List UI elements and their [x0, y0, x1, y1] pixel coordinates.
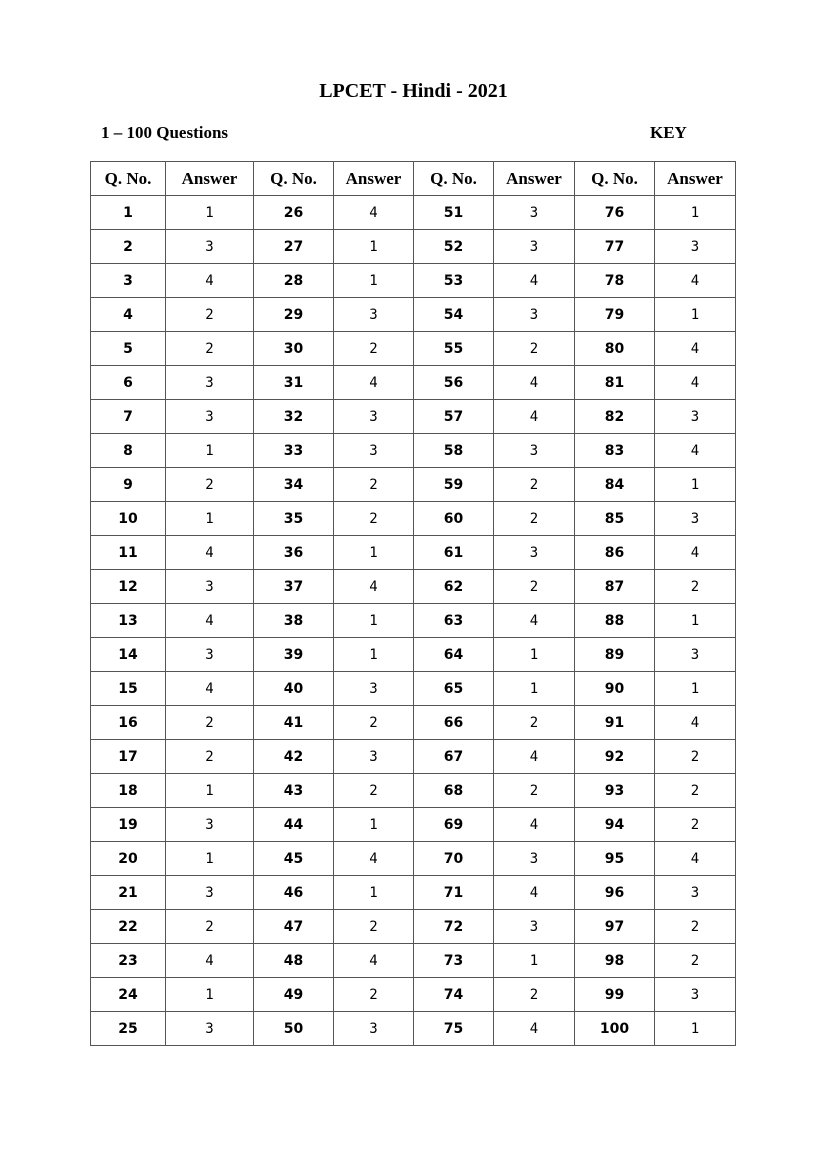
answer-cell: 4 — [494, 400, 575, 434]
answer-cell: 4 — [334, 944, 414, 978]
page-title: LPCET - Hindi - 2021 — [319, 80, 508, 102]
question-number-cell: 27 — [254, 230, 334, 264]
question-number-cell: 41 — [254, 706, 334, 740]
question-number-cell: 61 — [414, 536, 494, 570]
question-number-cell: 81 — [575, 366, 655, 400]
question-number-cell: 46 — [254, 876, 334, 910]
answer-cell: 2 — [494, 774, 575, 808]
question-number-cell: 57 — [414, 400, 494, 434]
question-number-cell: 28 — [254, 264, 334, 298]
answer-cell: 4 — [655, 536, 736, 570]
answer-cell: 1 — [334, 536, 414, 570]
question-number-cell: 67 — [414, 740, 494, 774]
answer-cell: 4 — [166, 672, 254, 706]
answer-cell: 3 — [166, 638, 254, 672]
question-number-cell: 44 — [254, 808, 334, 842]
answer-cell: 3 — [655, 978, 736, 1012]
question-number-cell: 15 — [91, 672, 166, 706]
question-number-cell: 58 — [414, 434, 494, 468]
answer-cell: 3 — [166, 400, 254, 434]
table-row — [91, 400, 736, 434]
answer-cell: 1 — [166, 978, 254, 1012]
answer-cell: 1 — [166, 196, 254, 230]
answer-cell: 3 — [334, 298, 414, 332]
question-number-cell: 82 — [575, 400, 655, 434]
answer-cell: 4 — [166, 944, 254, 978]
header-answer: Answer — [334, 162, 414, 196]
answer-cell: 4 — [494, 876, 575, 910]
question-number-cell: 84 — [575, 468, 655, 502]
answer-cell: 3 — [494, 842, 575, 876]
question-number-cell: 2 — [91, 230, 166, 264]
table-row — [91, 264, 736, 298]
header-qno: Q. No. — [91, 162, 166, 196]
table-row — [91, 944, 736, 978]
answer-cell: 3 — [494, 536, 575, 570]
question-number-cell: 60 — [414, 502, 494, 536]
table-row — [91, 706, 736, 740]
answer-cell: 1 — [334, 604, 414, 638]
question-number-cell: 50 — [254, 1012, 334, 1046]
question-number-cell: 53 — [414, 264, 494, 298]
table-row — [91, 468, 736, 502]
question-number-cell: 96 — [575, 876, 655, 910]
answer-cell: 3 — [334, 740, 414, 774]
question-range-label: 1 – 100 Questions — [101, 123, 229, 142]
answer-cell: 4 — [494, 740, 575, 774]
answer-cell: 1 — [166, 434, 254, 468]
question-number-cell: 19 — [91, 808, 166, 842]
answer-cell: 2 — [334, 706, 414, 740]
answer-cell: 4 — [655, 434, 736, 468]
question-number-cell: 21 — [91, 876, 166, 910]
table-row — [91, 774, 736, 808]
question-number-cell: 6 — [91, 366, 166, 400]
question-number-cell: 31 — [254, 366, 334, 400]
table-row — [91, 808, 736, 842]
question-number-cell: 78 — [575, 264, 655, 298]
question-number-cell: 99 — [575, 978, 655, 1012]
answer-cell: 1 — [166, 502, 254, 536]
header-answer: Answer — [494, 162, 575, 196]
question-number-cell: 93 — [575, 774, 655, 808]
question-number-cell: 88 — [575, 604, 655, 638]
question-number-cell: 49 — [254, 978, 334, 1012]
answer-cell: 2 — [655, 774, 736, 808]
question-number-cell: 9 — [91, 468, 166, 502]
answer-cell: 3 — [334, 434, 414, 468]
question-number-cell: 69 — [414, 808, 494, 842]
table-row — [91, 332, 736, 366]
answer-cell: 1 — [334, 638, 414, 672]
answer-cell: 2 — [166, 740, 254, 774]
question-number-cell: 37 — [254, 570, 334, 604]
question-number-cell: 14 — [91, 638, 166, 672]
answer-cell: 1 — [494, 672, 575, 706]
question-number-cell: 63 — [414, 604, 494, 638]
question-number-cell: 75 — [414, 1012, 494, 1046]
header-answer: Answer — [655, 162, 736, 196]
key-label: KEY — [650, 123, 687, 142]
question-number-cell: 54 — [414, 298, 494, 332]
question-number-cell: 62 — [414, 570, 494, 604]
table-row — [91, 978, 736, 1012]
question-number-cell: 11 — [91, 536, 166, 570]
question-number-cell: 77 — [575, 230, 655, 264]
header-qno: Q. No. — [254, 162, 334, 196]
table-row — [91, 366, 736, 400]
question-number-cell: 26 — [254, 196, 334, 230]
header-qno: Q. No. — [575, 162, 655, 196]
answer-cell: 1 — [494, 944, 575, 978]
answer-cell: 3 — [334, 672, 414, 706]
answer-cell: 2 — [334, 332, 414, 366]
question-number-cell: 64 — [414, 638, 494, 672]
table-row — [91, 230, 736, 264]
question-number-cell: 71 — [414, 876, 494, 910]
question-number-cell: 16 — [91, 706, 166, 740]
answer-cell: 1 — [334, 808, 414, 842]
answer-cell: 1 — [166, 842, 254, 876]
question-number-cell: 22 — [91, 910, 166, 944]
table-row — [91, 570, 736, 604]
answer-cell: 4 — [655, 706, 736, 740]
answer-cell: 3 — [494, 230, 575, 264]
question-number-cell: 76 — [575, 196, 655, 230]
question-number-cell: 25 — [91, 1012, 166, 1046]
question-number-cell: 47 — [254, 910, 334, 944]
answer-cell: 3 — [334, 1012, 414, 1046]
question-number-cell: 23 — [91, 944, 166, 978]
answer-cell: 2 — [494, 502, 575, 536]
answer-cell: 4 — [166, 536, 254, 570]
answer-cell: 3 — [655, 502, 736, 536]
answer-cell: 1 — [655, 196, 736, 230]
question-number-cell: 91 — [575, 706, 655, 740]
answer-key-table — [90, 161, 736, 1046]
table-row — [91, 434, 736, 468]
answer-cell: 1 — [334, 264, 414, 298]
answer-cell: 1 — [494, 638, 575, 672]
answer-cell: 4 — [494, 1012, 575, 1046]
answer-cell: 3 — [166, 876, 254, 910]
answer-cell: 4 — [494, 808, 575, 842]
answer-cell: 2 — [494, 570, 575, 604]
question-number-cell: 83 — [575, 434, 655, 468]
answer-cell: 4 — [166, 604, 254, 638]
question-number-cell: 72 — [414, 910, 494, 944]
question-number-cell: 70 — [414, 842, 494, 876]
answer-cell: 1 — [655, 468, 736, 502]
question-number-cell: 68 — [414, 774, 494, 808]
answer-cell: 4 — [334, 842, 414, 876]
question-number-cell: 32 — [254, 400, 334, 434]
answer-cell: 3 — [334, 400, 414, 434]
question-number-cell: 95 — [575, 842, 655, 876]
question-number-cell: 48 — [254, 944, 334, 978]
question-number-cell: 59 — [414, 468, 494, 502]
table-header-row — [91, 162, 736, 196]
answer-cell: 2 — [334, 774, 414, 808]
question-number-cell: 73 — [414, 944, 494, 978]
table-row — [91, 298, 736, 332]
answer-cell: 3 — [166, 366, 254, 400]
question-number-cell: 1 — [91, 196, 166, 230]
question-number-cell: 17 — [91, 740, 166, 774]
question-number-cell: 30 — [254, 332, 334, 366]
question-number-cell: 45 — [254, 842, 334, 876]
answer-cell: 2 — [494, 332, 575, 366]
answer-cell: 1 — [655, 604, 736, 638]
answer-cell: 3 — [494, 910, 575, 944]
answer-cell: 3 — [655, 638, 736, 672]
answer-cell: 2 — [166, 468, 254, 502]
table-row — [91, 196, 736, 230]
question-number-cell: 39 — [254, 638, 334, 672]
question-number-cell: 79 — [575, 298, 655, 332]
answer-cell: 4 — [334, 196, 414, 230]
answer-cell: 2 — [655, 944, 736, 978]
table-row — [91, 876, 736, 910]
answer-cell: 1 — [655, 298, 736, 332]
answer-cell: 3 — [166, 570, 254, 604]
question-number-cell: 92 — [575, 740, 655, 774]
question-number-cell: 55 — [414, 332, 494, 366]
question-number-cell: 80 — [575, 332, 655, 366]
answer-cell: 4 — [655, 332, 736, 366]
answer-cell: 3 — [166, 1012, 254, 1046]
header-qno: Q. No. — [414, 162, 494, 196]
question-number-cell: 98 — [575, 944, 655, 978]
question-number-cell: 40 — [254, 672, 334, 706]
answer-cell: 4 — [334, 366, 414, 400]
answer-cell: 1 — [334, 230, 414, 264]
answer-cell: 2 — [655, 910, 736, 944]
answer-cell: 3 — [494, 298, 575, 332]
answer-cell: 4 — [494, 264, 575, 298]
question-number-cell: 18 — [91, 774, 166, 808]
answer-cell: 2 — [655, 570, 736, 604]
answer-cell: 1 — [166, 774, 254, 808]
answer-cell: 2 — [166, 706, 254, 740]
header-answer: Answer — [166, 162, 254, 196]
answer-cell: 3 — [655, 876, 736, 910]
question-number-cell: 38 — [254, 604, 334, 638]
answer-cell: 3 — [166, 230, 254, 264]
table-row — [91, 604, 736, 638]
question-number-cell: 34 — [254, 468, 334, 502]
question-number-cell: 8 — [91, 434, 166, 468]
answer-cell: 2 — [655, 740, 736, 774]
answer-cell: 2 — [334, 978, 414, 1012]
table-row — [91, 536, 736, 570]
question-number-cell: 89 — [575, 638, 655, 672]
answer-cell: 1 — [655, 1012, 736, 1046]
question-number-cell: 90 — [575, 672, 655, 706]
question-number-cell: 24 — [91, 978, 166, 1012]
answer-cell: 2 — [334, 910, 414, 944]
answer-cell: 3 — [655, 230, 736, 264]
question-number-cell: 3 — [91, 264, 166, 298]
question-number-cell: 36 — [254, 536, 334, 570]
answer-cell: 4 — [655, 842, 736, 876]
question-number-cell: 86 — [575, 536, 655, 570]
question-number-cell: 5 — [91, 332, 166, 366]
question-number-cell: 66 — [414, 706, 494, 740]
question-number-cell: 35 — [254, 502, 334, 536]
table-row — [91, 672, 736, 706]
answer-cell: 3 — [166, 808, 254, 842]
answer-cell: 4 — [494, 366, 575, 400]
answer-cell: 1 — [655, 672, 736, 706]
answer-cell: 4 — [166, 264, 254, 298]
question-number-cell: 74 — [414, 978, 494, 1012]
answer-cell: 4 — [494, 604, 575, 638]
question-number-cell: 97 — [575, 910, 655, 944]
question-number-cell: 29 — [254, 298, 334, 332]
table-row — [91, 842, 736, 876]
answer-cell: 2 — [494, 468, 575, 502]
answer-cell: 1 — [334, 876, 414, 910]
question-number-cell: 87 — [575, 570, 655, 604]
question-number-cell: 43 — [254, 774, 334, 808]
question-number-cell: 65 — [414, 672, 494, 706]
question-number-cell: 4 — [91, 298, 166, 332]
answer-cell: 2 — [334, 502, 414, 536]
answer-key-body — [91, 196, 736, 1046]
question-number-cell: 7 — [91, 400, 166, 434]
answer-cell: 4 — [655, 264, 736, 298]
answer-cell: 2 — [494, 978, 575, 1012]
question-number-cell: 33 — [254, 434, 334, 468]
question-number-cell: 10 — [91, 502, 166, 536]
answer-cell: 4 — [334, 570, 414, 604]
question-number-cell: 85 — [575, 502, 655, 536]
question-number-cell: 100 — [575, 1012, 655, 1046]
question-number-cell: 42 — [254, 740, 334, 774]
table-row — [91, 1012, 736, 1046]
answer-cell: 3 — [494, 196, 575, 230]
question-number-cell: 52 — [414, 230, 494, 264]
answer-cell: 2 — [166, 298, 254, 332]
answer-cell: 2 — [494, 706, 575, 740]
question-number-cell: 94 — [575, 808, 655, 842]
question-number-cell: 51 — [414, 196, 494, 230]
answer-cell: 2 — [166, 910, 254, 944]
table-row — [91, 910, 736, 944]
question-number-cell: 20 — [91, 842, 166, 876]
table-row — [91, 740, 736, 774]
answer-cell: 4 — [655, 366, 736, 400]
question-number-cell: 13 — [91, 604, 166, 638]
answer-cell: 3 — [655, 400, 736, 434]
answer-cell: 2 — [334, 468, 414, 502]
answer-cell: 2 — [166, 332, 254, 366]
table-row — [91, 502, 736, 536]
question-number-cell: 56 — [414, 366, 494, 400]
table-row — [91, 638, 736, 672]
answer-cell: 3 — [494, 434, 575, 468]
question-number-cell: 12 — [91, 570, 166, 604]
answer-cell: 2 — [655, 808, 736, 842]
